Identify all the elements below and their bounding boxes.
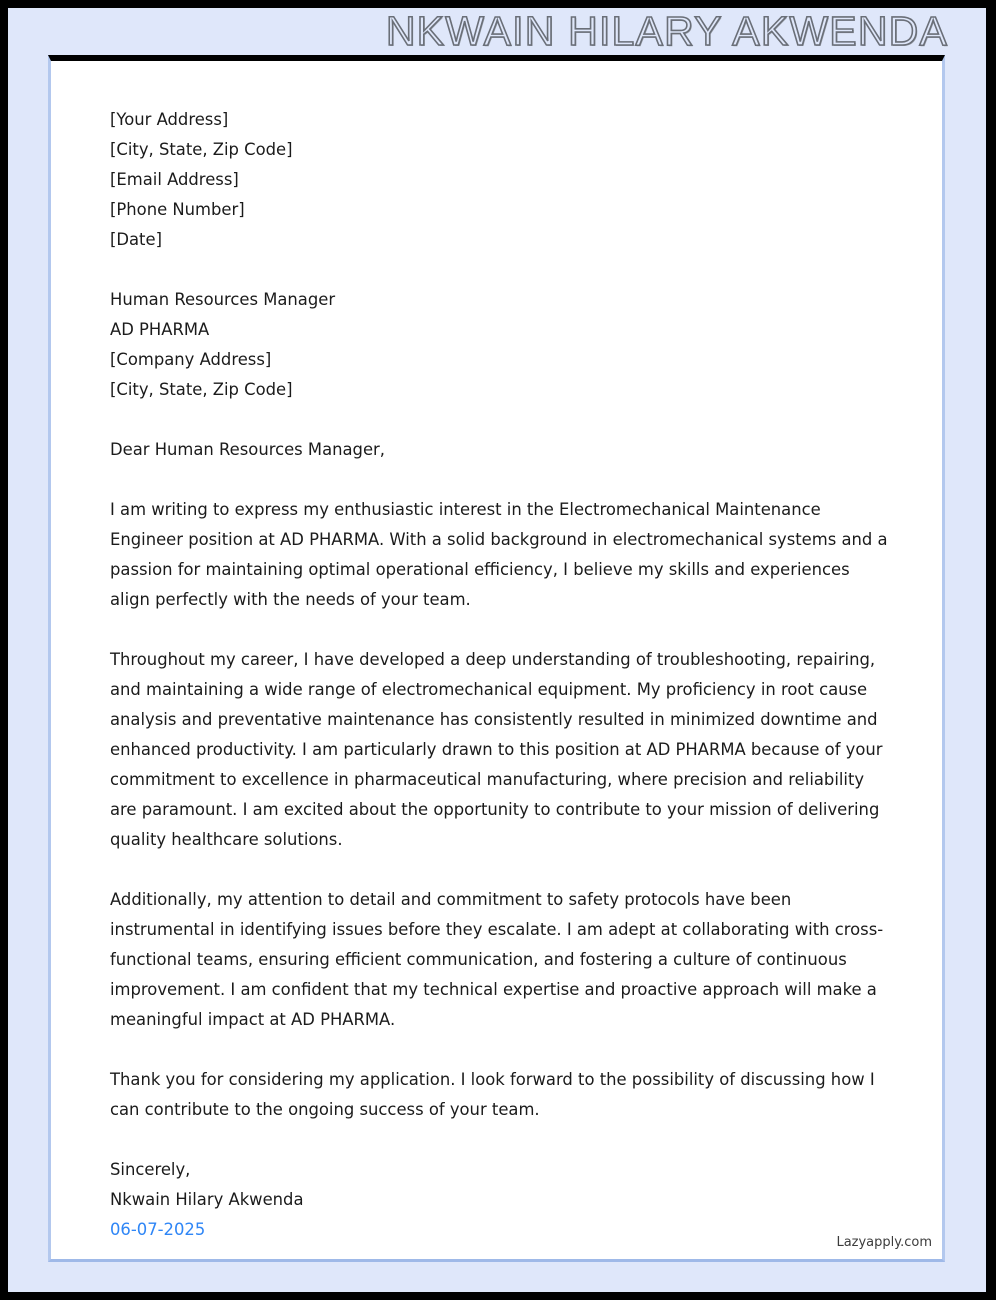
body-paragraph: Throughout my career, I have developed a deep understanding of troubleshooting, repairing, and maintaining a wide range of electromechanical equipment. My proficiency in root cause analysis and preventative maintenance has consistently resulted in minimized downtime and enhanced productivity. I am particularly drawn to this position at AD PHARMA because of your commitment to excellence in pharmaceutical manufacturing, where precision and reliability are paramount. I am excited about the opportunity to contribute to your mission of delivering quality healthcare solutions. xyxy=(110,650,883,849)
cover-letter-body xyxy=(51,61,942,1259)
sender-line: [Phone Number] xyxy=(110,200,245,219)
recipient-line: AD PHARMA xyxy=(110,320,210,339)
sender-line: [City, State, Zip Code] xyxy=(110,140,293,159)
spacer xyxy=(110,855,890,885)
recipient-line: Human Resources Manager xyxy=(110,290,336,309)
sender-line: [Date] xyxy=(110,230,162,249)
spacer xyxy=(110,1125,890,1155)
signature-name: Nkwain Hilary Akwenda xyxy=(110,1190,304,1209)
spacer xyxy=(110,405,890,435)
brand-watermark: Lazyapply.com xyxy=(836,1235,932,1250)
spacer xyxy=(110,1035,890,1065)
spacer xyxy=(110,465,890,495)
sender-line: [Email Address] xyxy=(110,170,239,189)
body-paragraph: Additionally, my attention to detail and commitment to safety protocols have been instrumental in identifying issues before they escalate. I am adept at collaborating with cross-functional teams, ensuring efficient communication, and fostering a culture of continuous improvement. I am confident that my technical expertise and proactive approach will make a meaningful impact at AD PHARMA. xyxy=(110,890,884,1029)
cover-letter-card xyxy=(48,55,945,1262)
candidate-name-title: NKWAIN HILARY AKWENDA xyxy=(385,8,948,54)
spacer xyxy=(110,255,890,285)
closing-salutation: Sincerely, xyxy=(110,1160,191,1179)
salutation: Dear Human Resources Manager, xyxy=(110,440,385,459)
recipient-line: [City, State, Zip Code] xyxy=(110,380,293,399)
body-paragraph: I am writing to express my enthusiastic interest in the Electromechanical Maintenance Engineer position at AD PHARMA. With a solid background in electromechanical systems and a passion for maintaining optimal operational efficiency, I believe my skills and experiences align perfectly with the needs of your team. xyxy=(110,500,888,609)
recipient-address-block xyxy=(110,285,890,405)
sender-address-block xyxy=(110,105,890,255)
body-paragraph: Thank you for considering my application. I look forward to the possibility of discussing how I can contribute to the ongoing success of your team. xyxy=(110,1070,875,1119)
spacer xyxy=(110,615,890,645)
sender-line: [Your Address] xyxy=(110,110,229,129)
signature-block xyxy=(110,1155,890,1245)
recipient-line: [Company Address] xyxy=(110,350,272,369)
letter-date: 06-07-2025 xyxy=(110,1220,206,1239)
document-header xyxy=(8,8,986,55)
